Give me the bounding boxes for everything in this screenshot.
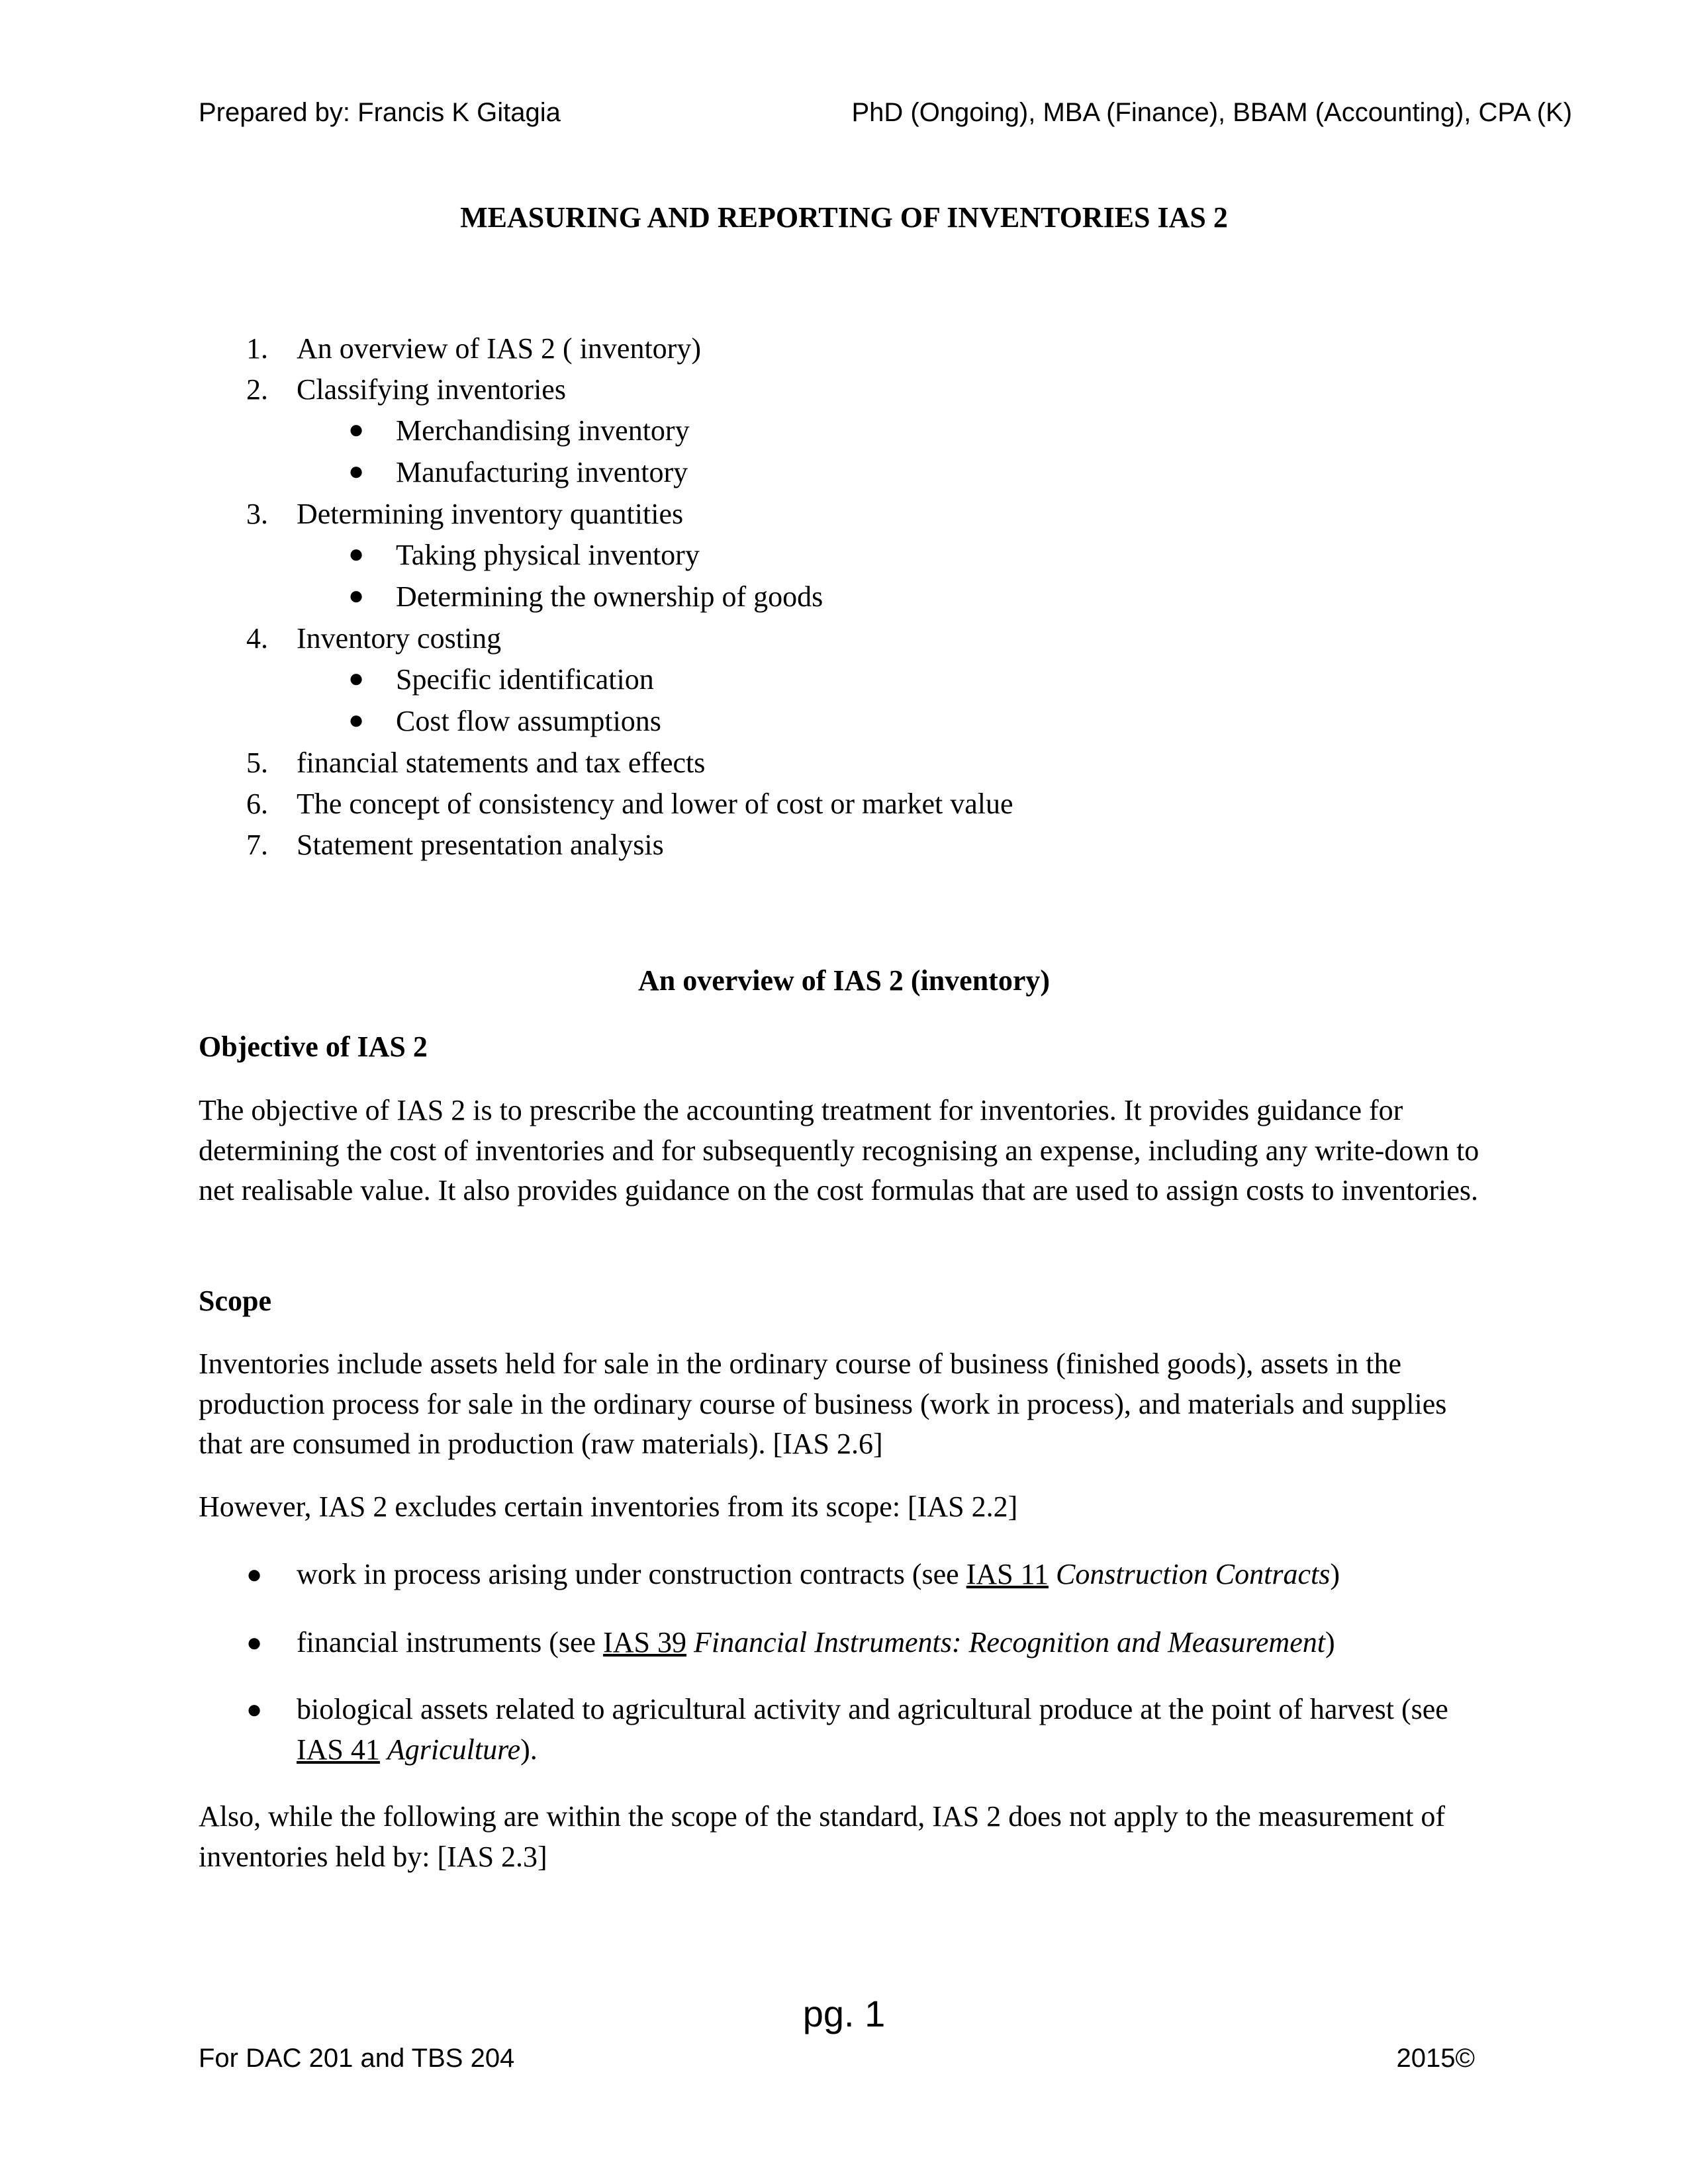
objective-paragraph: The objective of IAS 2 is to prescribe the accounting treatment for inventories. It provides guidance for determining the cost of inventories and for subsequently recognising an expense, including any write-down to net realisable value. It also provides guidance on the cost formulas that are used to assign costs to inventories. — [199, 1094, 1479, 1206]
list-item-text — [297, 1690, 1488, 1770]
toc-item — [0, 624, 1688, 665]
also-paragraph: Also, while the following are within the scope of the standard, IAS 2 does not apply to the measurement of inventories held by: [IAS 2.3] — [199, 1800, 1446, 1873]
toc-item-number: 1. — [246, 332, 268, 365]
toc-subitem — [0, 665, 1688, 707]
item-sep — [686, 1626, 694, 1659]
toc-item — [0, 375, 1688, 416]
list-item-text — [297, 1623, 1488, 1663]
list-item-text — [297, 1555, 1488, 1595]
standard-title: Agriculture — [387, 1733, 521, 1766]
exclusions-list — [0, 1623, 1688, 1663]
list-item — [0, 1623, 1688, 1663]
toc-item-text: The concept of consistency and lower of cost or market value — [297, 788, 1013, 820]
scope-paragraph: Inventories include assets held for sale in the ordinary course of business (finished goods), assets in the production process for sale in the ordinary course of business (work in process), and materials and supplies that are consumed in production (raw materials). [IAS 2.6] — [199, 1347, 1447, 1460]
objective-heading: Objective of IAS 2 — [199, 1030, 428, 1063]
page-number: pg. 1 — [802, 1993, 886, 2034]
header-prepared-by: Prepared by: Francis K Gitagia — [199, 98, 561, 127]
toc-subitem — [0, 582, 1688, 624]
item-sep — [1049, 1558, 1056, 1590]
list-item — [0, 1555, 1688, 1595]
toc-item-number: 3. — [246, 498, 268, 530]
ias-11-link[interactable]: IAS 11 — [966, 1558, 1049, 1590]
item-close: ) — [1330, 1558, 1340, 1590]
section-title: An overview of IAS 2 (inventory) — [637, 964, 1051, 997]
toc-item-text: An overview of IAS 2 ( inventory) — [297, 332, 701, 365]
toc-item — [0, 334, 1688, 375]
standard-title: Construction Contracts — [1055, 1558, 1331, 1590]
table-of-contents — [0, 334, 1688, 872]
list-item — [0, 1690, 1688, 1770]
toc-subitem-text: Manufacturing inventory — [396, 456, 688, 488]
ias-41-link[interactable]: IAS 41 — [297, 1733, 380, 1766]
toc-subitem-text: Cost flow assumptions — [396, 705, 661, 737]
toc-item-text: Determining inventory quantities — [297, 498, 684, 530]
bullet-icon: ● — [246, 1559, 263, 1589]
toc-subitem — [0, 458, 1688, 500]
bullet-icon: ● — [348, 414, 365, 444]
toc-item-number: 7. — [246, 829, 268, 861]
toc-item-number: 5. — [246, 747, 268, 779]
exclusions-list — [0, 1555, 1688, 1595]
toc-item — [0, 790, 1688, 831]
toc-item-text: Inventory costing — [297, 622, 502, 655]
document-title: MEASURING AND REPORTING OF INVENTORIES IAS 2 — [460, 201, 1228, 234]
bullet-icon: ● — [348, 580, 365, 610]
item-close: ) — [1325, 1626, 1335, 1659]
header-credentials: PhD (Ongoing), MBA (Finance), BBAM (Accounting), CPA (K) — [851, 98, 1572, 127]
item-text: work in process arising under construction contracts (see — [297, 1558, 966, 1590]
bullet-icon: ● — [348, 663, 365, 693]
toc-subitem-text: Determining the ownership of goods — [396, 580, 823, 613]
toc-subitem-text: Specific identification — [396, 663, 654, 696]
item-text: biological assets related to agricultural activity and agricultural produce at the point of harvest (see — [297, 1693, 1448, 1725]
toc-item — [0, 831, 1688, 872]
item-text: financial instruments (see — [297, 1626, 604, 1659]
standard-title: Financial Instruments: Recognition and Measurement — [693, 1626, 1325, 1659]
bullet-icon: ● — [246, 1694, 263, 1724]
bullet-icon: ● — [246, 1627, 263, 1657]
toc-subitem — [0, 541, 1688, 582]
toc-item — [0, 500, 1688, 541]
toc-item-text: Statement presentation analysis — [297, 829, 664, 861]
exclusions-intro: However, IAS 2 excludes certain inventories from its scope: [IAS 2.2] — [199, 1490, 1018, 1523]
exclusions-list — [0, 1690, 1688, 1770]
bullet-icon: ● — [348, 456, 365, 486]
toc-subitem — [0, 416, 1688, 458]
toc-item-number: 2. — [246, 373, 268, 406]
item-close: ). — [520, 1733, 538, 1766]
footer-year: 2015© — [1396, 2044, 1475, 2073]
toc-item-text: Classifying inventories — [297, 373, 566, 406]
bullet-icon: ● — [348, 539, 365, 569]
toc-subitem-text: Merchandising inventory — [396, 414, 690, 447]
toc-subitem — [0, 707, 1688, 749]
toc-subitem-text: Taking physical inventory — [396, 539, 700, 571]
footer-course: For DAC 201 and TBS 204 — [199, 2044, 515, 2073]
toc-item-number: 4. — [246, 622, 268, 655]
scope-heading: Scope — [199, 1285, 271, 1317]
toc-item — [0, 749, 1688, 790]
toc-item-text: financial statements and tax effects — [297, 747, 706, 779]
ias-39-link[interactable]: IAS 39 — [603, 1626, 686, 1659]
item-sep — [380, 1733, 387, 1766]
bullet-icon: ● — [348, 705, 365, 735]
toc-item-number: 6. — [246, 788, 268, 820]
